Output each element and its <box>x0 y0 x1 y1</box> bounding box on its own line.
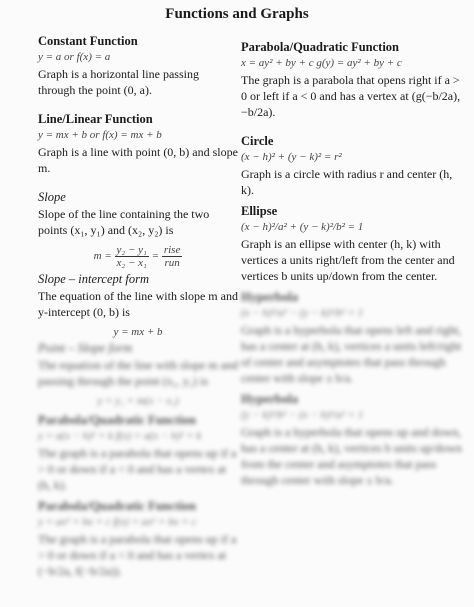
horizontal-parabola-section <box>241 40 466 120</box>
description: The equation of the line with slope m and y-intercept (0, b) is <box>38 289 238 319</box>
fraction-denominator: x₂ − x₁ <box>116 257 147 269</box>
parabola-vertex-section <box>38 413 238 493</box>
description: The graph is a parabola that opens right if a > 0 or left if a < 0 and has a vertex at (g(−b/2a), −b/2a). <box>241 73 461 119</box>
description: Slope of the line containing the two points (x₁, y₁) and (x₂, y₂) is <box>38 207 210 237</box>
equation: y = a(x − h)² + k f(x) = a(x − h)² + k <box>38 430 202 442</box>
page-title: Functions and Graphs <box>165 6 309 22</box>
section-heading: Hyperbola <box>241 392 298 406</box>
fraction-numerator: y₂ − y₁ <box>116 244 147 256</box>
right-column <box>241 40 466 494</box>
parabola-standard-section <box>38 499 238 579</box>
section-heading: Parabola/Quadratic Function <box>241 40 399 54</box>
left-column <box>38 34 238 585</box>
slope-symbol: m = <box>93 250 112 263</box>
slope-section <box>38 190 238 269</box>
description: Graph is a hyperbola that opens left and right, has a center at (h, k), vertices a units left/right of center and asymptotes that pass through center with slope ± b/a. <box>241 323 462 385</box>
fraction-numerator: rise <box>163 244 181 256</box>
equation: (y − k)²/b² − (x − h)²/a² = 1 <box>241 409 364 421</box>
description: The graph is a parabola that opens up if a > 0 or down if a < 0 and has a vertex at (−b/2a, f(−b/2a)). <box>38 532 237 578</box>
equals-sign: = <box>151 250 160 263</box>
description: Graph is a circle with radius r and center (h, k). <box>241 167 453 197</box>
equation: (x − h)²/a² − (y − k)²/b² = 1 <box>241 307 364 319</box>
description: Graph is a hyperbola that opens up and down, has a center at (h, k), vertices b units up/down from the center and asymptotes that pass through center with slope ± b/a. <box>241 425 462 487</box>
constant-function-section <box>38 34 238 98</box>
description: Graph is a horizontal line passing through the point (0, a). <box>38 67 199 97</box>
description: Graph is a line with point (0, b) and slope m. <box>38 145 238 175</box>
linear-function-section <box>38 112 238 176</box>
description: The graph is a parabola that opens up if a > 0 or down if a < 0 and has a vertex at (h, k). <box>38 446 237 492</box>
equation: (x − h)²/a² + (y − k)²/b² = 1 <box>241 221 364 233</box>
equation: y = mx + b <box>113 326 163 338</box>
section-heading: Slope <box>38 190 66 204</box>
section-heading: Slope – intercept form <box>38 272 149 286</box>
section-heading: Point – Slope form <box>38 341 133 355</box>
section-heading: Parabola/Quadratic Function <box>38 413 196 427</box>
fraction-denominator: run <box>164 257 180 269</box>
section-heading: Line/Linear Function <box>38 112 153 126</box>
description: Graph is an ellipse with center (h, k) with vertices a units right/left from the center and vertices b units up/down from the center. <box>241 237 455 283</box>
section-heading: Constant Function <box>38 34 138 48</box>
equation: x = ay² + by + c g(y) = ay² + by + c <box>241 57 402 69</box>
blurred-preview-left <box>38 341 238 579</box>
difference-fraction <box>115 244 149 269</box>
blurred-preview-right <box>241 290 466 488</box>
rise-run-fraction <box>162 244 183 269</box>
equation: (x − h)² + (y − k)² = r² <box>241 151 342 163</box>
equation: y = y₁ + m(x − x₁) <box>97 395 179 407</box>
ellipse-section <box>241 204 466 284</box>
equation: y = mx + b or f(x) = mx + b <box>38 129 162 141</box>
slope-formula <box>38 244 238 269</box>
slope-intercept-section <box>38 272 238 338</box>
hyperbola-vertical-section <box>241 392 466 488</box>
description: The equation of the line with slope m and passing through the point (x₁, y₁) is <box>38 358 238 388</box>
circle-section <box>241 134 466 198</box>
section-heading: Hyperbola <box>241 290 298 304</box>
section-heading: Parabola/Quadratic Function <box>38 499 196 513</box>
section-heading: Ellipse <box>241 204 278 218</box>
equation: y = a or f(x) = a <box>38 51 111 63</box>
point-slope-section <box>38 341 238 407</box>
equation: y = ax² + bx + c f(x) = ax² + bx + c <box>38 516 197 528</box>
section-heading: Circle <box>241 134 274 148</box>
hyperbola-horizontal-section <box>241 290 466 386</box>
